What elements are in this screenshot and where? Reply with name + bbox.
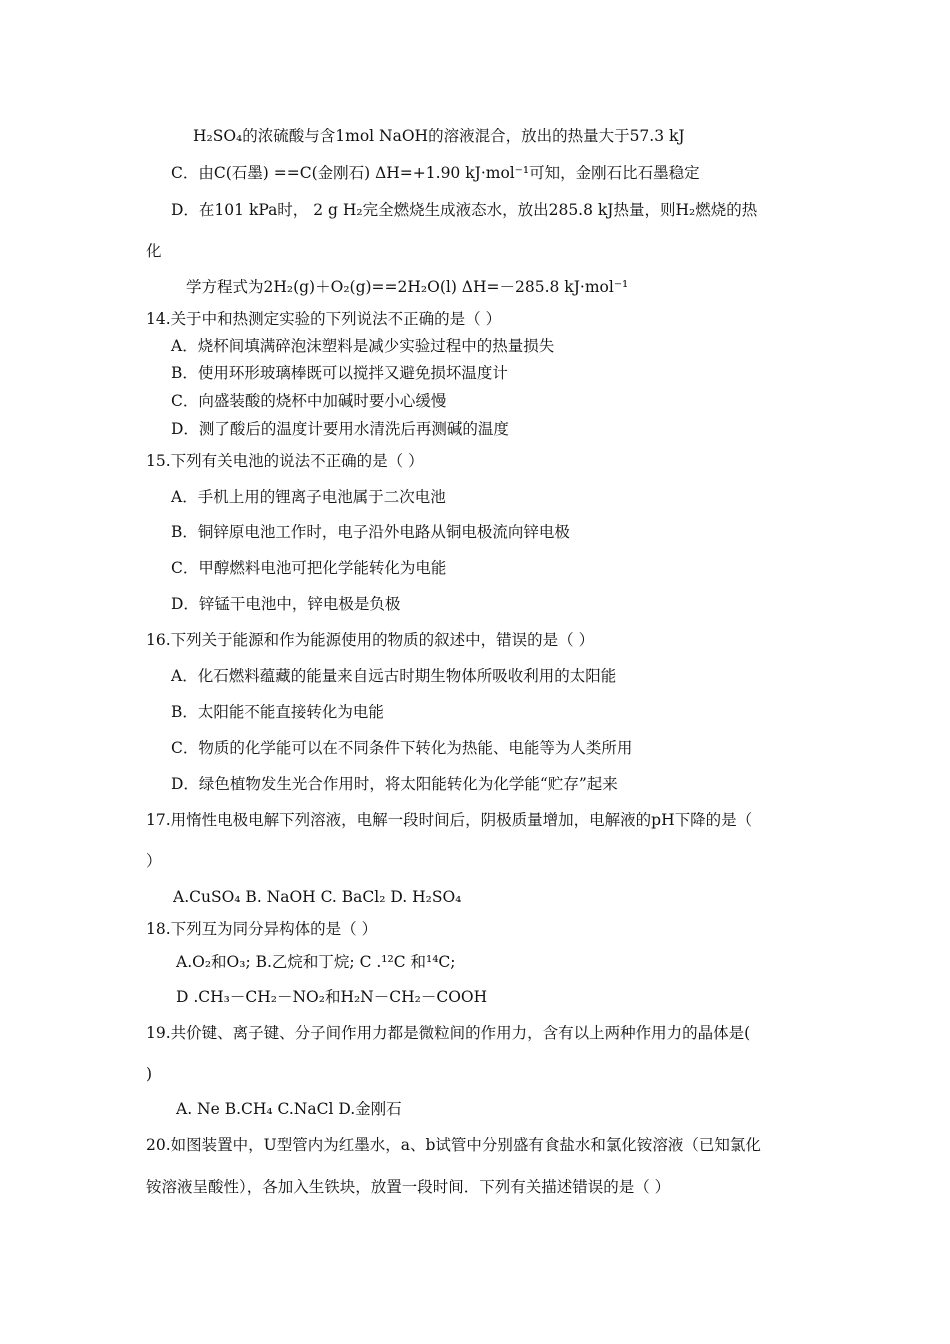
question-20: 20.如图装置中，U型管内为红墨水，a、b试管中分别盛有食盐水和氯化铵溶液（已知氯化 — [146, 1136, 761, 1154]
question-17: 17.用惰性电极电解下列溶液，电解一段时间后，阴极质量增加，电解液的pH下降的是（ — [146, 811, 753, 829]
text-line: 铵溶液呈酸性），各加入生铁块，放置一段时间．下列有关描述错误的是（ ） — [146, 1178, 671, 1196]
option-a: A．烧杯间填满碎泡沫塑料是减少实验过程中的热量损失 — [171, 337, 555, 355]
option-b: B．使用环形玻璃棒既可以搅拌又避免损坏温度计 — [171, 364, 508, 382]
options-row: A.O₂和O₃; B.乙烷和丁烷; C .¹²C 和¹⁴C; — [176, 953, 456, 971]
option-c: C．由C(石墨) ==C(金刚石) ΔH=+1.90 kJ·mol⁻¹可知，金刚石比石墨稳定 — [171, 164, 700, 182]
option-d: D．测了酸后的温度计要用水清洗后再测碱的温度 — [171, 420, 509, 438]
options-row: A. Ne B.CH₄ C.NaCl D.金刚石 — [176, 1100, 402, 1118]
option-c: C．物质的化学能可以在不同条件下转化为热能、电能等为人类所用 — [171, 739, 633, 757]
option-c: C．向盛装酸的烧杯中加碱时要小心缓慢 — [171, 392, 447, 410]
option-d: D．锌锰干电池中，锌电极是负极 — [171, 595, 401, 613]
text-line: 学方程式为2H₂(g)＋O₂(g)==2H₂O(l) ΔH=－285.8 kJ·mol⁻¹ — [186, 278, 629, 296]
question-15: 15.下列有关电池的说法不正确的是（ ） — [146, 452, 424, 470]
options-row: A.CuSO₄ B. NaOH C. BaCl₂ D. H₂SO₄ — [173, 888, 462, 906]
option-b: B．太阳能不能直接转化为电能 — [171, 703, 384, 721]
question-18: 18.下列互为同分异构体的是（ ） — [146, 920, 378, 938]
text-line: H₂SO₄的浓硫酸与含1mol NaOH的溶液混合，放出的热量大于57.3 kJ — [193, 127, 685, 145]
option-d: D .CH₃－CH₂－NO₂和H₂N－CH₂－COOH — [176, 988, 488, 1006]
option-d: D．在101 kPa时， 2 g H₂完全燃烧生成液态水，放出285.8 kJ热量，则H₂燃烧的热 — [171, 201, 758, 219]
option-a: A．化石燃料蕴藏的能量来自远古时期生物体所吸收利用的太阳能 — [171, 667, 617, 685]
question-16: 16.下列关于能源和作为能源使用的物质的叙述中，错误的是（ ） — [146, 631, 595, 649]
question-14: 14.关于中和热测定实验的下列说法不正确的是（ ） — [146, 310, 502, 328]
option-c: C．甲醇燃料电池可把化学能转化为电能 — [171, 559, 447, 577]
text-line: ） — [146, 852, 162, 870]
text-line: ) — [146, 1065, 153, 1083]
option-a: A．手机上用的锂离子电池属于二次电池 — [171, 488, 446, 506]
question-19: 19.共价键、离子键、分子间作用力都是微粒间的作用力，含有以上两种作用力的晶体是( — [146, 1024, 751, 1042]
option-b: B．铜锌原电池工作时，电子沿外电路从铜电极流向锌电极 — [171, 523, 570, 541]
text-line: 化 — [146, 242, 162, 260]
option-d: D．绿色植物发生光合作用时，将太阳能转化为化学能“贮存”起来 — [171, 775, 618, 793]
